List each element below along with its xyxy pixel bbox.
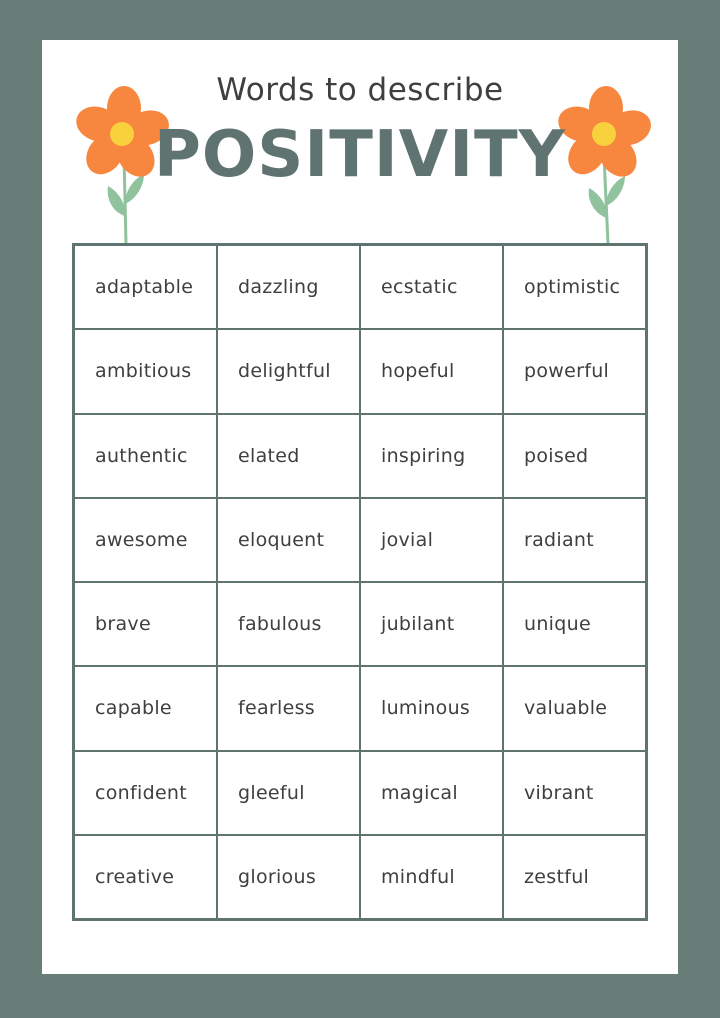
word-cell: jovial xyxy=(360,498,503,582)
word-cell: ecstatic xyxy=(360,245,503,329)
word-cell: capable xyxy=(74,666,217,750)
word-cell: vibrant xyxy=(503,751,646,835)
word-cell: zestful xyxy=(503,835,646,919)
word-cell: elated xyxy=(217,414,360,498)
word-cell: valuable xyxy=(503,666,646,750)
word-cell: hopeful xyxy=(360,329,503,413)
subtitle: Words to describe xyxy=(216,72,504,108)
word-cell: magical xyxy=(360,751,503,835)
word-cell: inspiring xyxy=(360,414,503,498)
word-cell: jubilant xyxy=(360,582,503,666)
word-cell: confident xyxy=(74,751,217,835)
word-cell: luminous xyxy=(360,666,503,750)
word-cell: ambitious xyxy=(74,329,217,413)
word-cell: adaptable xyxy=(74,245,217,329)
word-cell: creative xyxy=(74,835,217,919)
word-cell: fearless xyxy=(217,666,360,750)
word-cell: unique xyxy=(503,582,646,666)
word-cell: optimistic xyxy=(503,245,646,329)
word-grid xyxy=(72,243,648,921)
word-cell: poised xyxy=(503,414,646,498)
word-cell: delightful xyxy=(217,329,360,413)
word-cell: authentic xyxy=(74,414,217,498)
word-cell: eloquent xyxy=(217,498,360,582)
word-cell: dazzling xyxy=(217,245,360,329)
word-cell: mindful xyxy=(360,835,503,919)
word-cell: glorious xyxy=(217,835,360,919)
word-cell: powerful xyxy=(503,329,646,413)
word-cell: gleeful xyxy=(217,751,360,835)
word-cell: radiant xyxy=(503,498,646,582)
page-title: POSITIVITY xyxy=(153,118,567,192)
word-cell: awesome xyxy=(74,498,217,582)
word-cell: fabulous xyxy=(217,582,360,666)
word-cell: brave xyxy=(74,582,217,666)
